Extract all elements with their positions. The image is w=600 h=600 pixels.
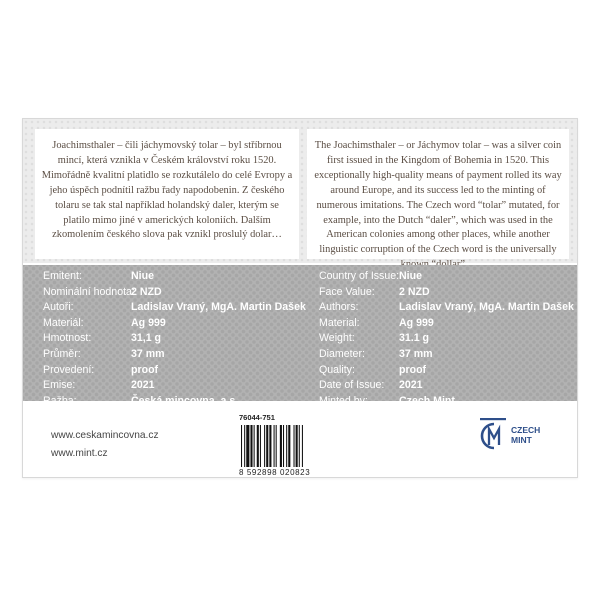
spec-row bbox=[319, 285, 574, 301]
spec-value: Ladislav Vraný, MgA. Martin Dašek bbox=[399, 301, 574, 314]
spec-value: proof bbox=[131, 363, 159, 376]
spec-row bbox=[43, 347, 306, 363]
barcode-icon bbox=[239, 425, 341, 467]
spec-row bbox=[43, 378, 306, 394]
barcode-bar bbox=[250, 425, 252, 467]
link-ceskamincovna[interactable]: www.ceskamincovna.cz bbox=[51, 430, 159, 441]
czech-paragraph: Joachimsthaler – čili jáchymovský tolar – byl stříbrnou mincí, která vznikla v Českém království roku 1520. Mimořádně kvalitní platidlo se rozkutálelo do celé Evropy a jeho úspěch podnítil ražbu řady napodobenin. Z českého tolaru se tak stal například holandský daler, kterým se platilo mimo jiné v amerických koloniích. Dalším zkomolením českého slova pak vznikl proslulý dolar… bbox=[41, 140, 293, 241]
spec-row bbox=[43, 394, 306, 410]
spec-row bbox=[43, 269, 306, 285]
spec-value: 2021 bbox=[399, 379, 423, 392]
barcode-bar bbox=[288, 425, 290, 467]
spec-label: Ražba: bbox=[43, 394, 77, 407]
spec-row bbox=[319, 316, 574, 332]
barcode-bar bbox=[299, 425, 300, 467]
spec-label: Country of Issue: bbox=[319, 270, 400, 282]
spec-row bbox=[43, 285, 306, 301]
logo-line-2: MINT bbox=[511, 435, 532, 445]
barcode-bar bbox=[254, 425, 255, 467]
czech-specs bbox=[43, 269, 306, 409]
spec-label: Autoři: bbox=[43, 301, 74, 314]
product-code: 76044-751 bbox=[239, 413, 275, 422]
barcode-bar bbox=[244, 425, 245, 467]
logo-line-1: CZECH bbox=[511, 425, 541, 435]
spec-row bbox=[319, 269, 574, 285]
spec-value: Niue bbox=[131, 270, 154, 282]
spec-label: Hmotnost: bbox=[43, 332, 92, 345]
barcode-bar bbox=[246, 425, 249, 467]
spec-value: Ag 999 bbox=[131, 316, 166, 329]
spec-label: Face Value: bbox=[319, 285, 375, 298]
barcode-bar bbox=[257, 425, 259, 467]
spec-label: Quality: bbox=[319, 363, 355, 376]
spec-row bbox=[43, 331, 306, 347]
spec-label: Emise: bbox=[43, 379, 76, 392]
spec-value: 37 mm bbox=[131, 347, 165, 360]
spec-label: Minted by: bbox=[319, 394, 368, 407]
spec-label: Průměr: bbox=[43, 347, 81, 360]
product-card bbox=[22, 118, 578, 478]
footer-links bbox=[51, 427, 159, 463]
spec-value: Česká mincovna, a.s. bbox=[131, 394, 239, 407]
barcode-bar bbox=[280, 425, 282, 467]
barcode-bar bbox=[276, 425, 277, 467]
spec-row bbox=[319, 394, 574, 410]
czech-mint-cm-logo-icon bbox=[477, 417, 511, 451]
specs-section bbox=[23, 265, 577, 407]
english-specs bbox=[319, 269, 574, 409]
spec-value: 2 NZD bbox=[399, 285, 430, 298]
logo-text bbox=[511, 425, 540, 445]
spec-value: Ladislav Vraný, MgA. Martin Dašek bbox=[131, 301, 306, 314]
spec-row bbox=[43, 363, 306, 379]
spec-label: Nominální hodnota: bbox=[43, 285, 135, 298]
barcode-bar bbox=[264, 425, 265, 467]
spec-label: Materiál: bbox=[43, 316, 84, 329]
spec-value: 2 NZD bbox=[131, 285, 162, 298]
spec-label: Diameter: bbox=[319, 347, 365, 360]
spec-row bbox=[319, 363, 574, 379]
barcode-bar bbox=[296, 425, 298, 467]
barcode-bar bbox=[274, 425, 275, 467]
spec-value: 31,1 g bbox=[131, 332, 162, 345]
czech-mint-logo bbox=[477, 417, 541, 456]
spec-label: Material: bbox=[319, 316, 360, 329]
english-paragraph: The Joachimsthaler – or Jáchymov tolar – was a silver coin first issued in the Kingdom of Bohemia in 1520. This exceptionally high-quality means of payment rolled its way around Europe, and its success led to the minting of numerous imitations. The Czech word “tolar” mutated, for example, into the Dutch “daler”, which was used in the American colonies among other places, while another linguistic corruption of the Czech word is the universally bbox=[314, 140, 562, 256]
spec-value: Czech Mint bbox=[399, 394, 455, 407]
spec-label: Provedení: bbox=[43, 363, 95, 376]
barcode-bar bbox=[241, 425, 242, 467]
barcode-bar bbox=[283, 425, 284, 467]
spec-label: Emitent: bbox=[43, 270, 82, 282]
czech-text-panel bbox=[35, 129, 299, 259]
spec-row bbox=[43, 316, 306, 332]
barcode-block bbox=[239, 413, 349, 477]
text-section bbox=[23, 119, 577, 263]
spec-value: Niue bbox=[399, 270, 422, 282]
spec-value: 2021 bbox=[131, 379, 155, 392]
spec-row bbox=[319, 331, 574, 347]
spec-label: Authors: bbox=[319, 301, 359, 314]
barcode-bar bbox=[260, 425, 261, 467]
link-mint[interactable]: www.mint.cz bbox=[51, 448, 108, 459]
spec-value: 31.1 g bbox=[399, 332, 430, 345]
spec-row bbox=[319, 300, 574, 316]
spec-label: Date of Issue: bbox=[319, 379, 385, 392]
barcode-bar bbox=[266, 425, 268, 467]
spec-row bbox=[319, 378, 574, 394]
spec-row bbox=[43, 300, 306, 316]
barcode-bar bbox=[294, 425, 295, 467]
english-text-panel bbox=[307, 129, 569, 259]
spec-value: Ag 999 bbox=[399, 316, 434, 329]
barcode-bar bbox=[302, 425, 303, 467]
spec-label: Weight: bbox=[319, 332, 355, 345]
spec-row bbox=[319, 347, 574, 363]
barcode-bar bbox=[269, 425, 271, 467]
spec-value: proof bbox=[399, 363, 427, 376]
barcode-number: 8 592898 020823 bbox=[239, 468, 311, 477]
spec-value: 37 mm bbox=[399, 347, 433, 360]
barcode-bar bbox=[286, 425, 287, 467]
